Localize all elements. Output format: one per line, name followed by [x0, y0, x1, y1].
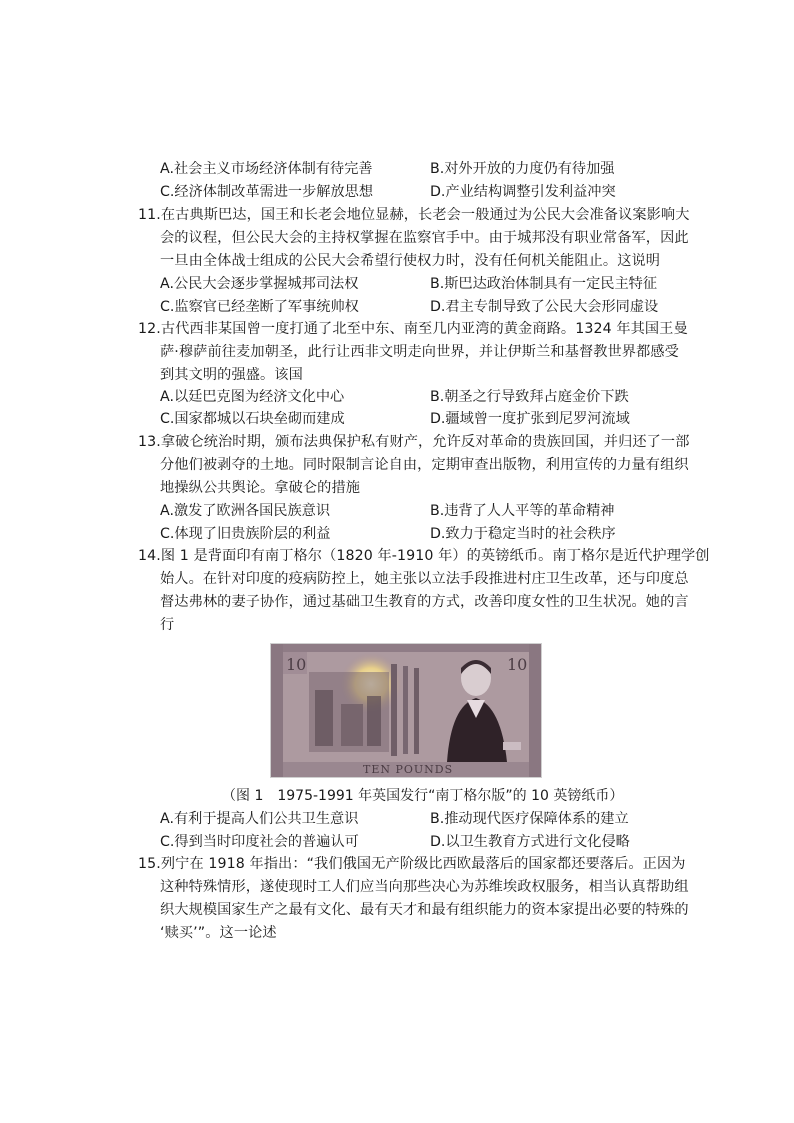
- q15-stem-line-2: 这种特殊情形，遂使现时工人们应当向那些决心为苏维埃政权服务，相当认真帮助组: [160, 879, 689, 895]
- q12-option-b: B.朝圣之行导致拜占庭金价下跌: [430, 389, 629, 405]
- q14-option-b: B.推动现代医疗保障体系的建立: [430, 811, 629, 827]
- q11-stem-line-1: 11.在古典斯巴达，国王和长老会地位显赫，长老会一般通过为公民大会准备议案影响大: [138, 207, 690, 223]
- q10-option-b: B.对外开放的力度仍有待加强: [430, 161, 615, 177]
- q14-stem-line-3: 督达弗林的妻子协作，通过基础卫生教育的方式，改善印度女性的卫生状况。她的言: [160, 594, 689, 610]
- q15-stem-line-3: 织大规模国家生产之最有文化、最有天才和最有组织能力的资本家提出必要的特殊的: [160, 902, 689, 918]
- q12-stem-line-1: 12.古代西非某国曾一度打通了北至中东、南至几内亚湾的黄金商路。1324 年其国王曼: [138, 321, 688, 337]
- banknote-image: [270, 643, 542, 778]
- q13-stem-line-2: 分他们被剥夺的土地。同时限制言论自由，定期审查出版物，利用宣传的力量有组织: [160, 457, 689, 473]
- q13-option-c: C.体现了旧贵族阶层的利益: [160, 526, 331, 542]
- banknote-denomination-left: 10: [286, 655, 307, 674]
- q10-option-c: C.经济体制改革需进一步解放思想: [160, 184, 374, 200]
- q12-option-d: D.疆域曾一度扩张到尼罗河流域: [430, 411, 630, 427]
- q11-stem-line-3: 一旦由全体战士组成的公民大会希望行使权力时，没有任何机关能阻止。这说明: [160, 253, 661, 269]
- q14-stem-line-2: 始人。在针对印度的疫病防控上，她主张以立法手段推进村庄卫生改革，还与印度总: [160, 571, 689, 587]
- q14-option-a: A.有利于提高人们公共卫生意识: [160, 811, 359, 827]
- q10-option-a: A.社会主义市场经济体制有待完善: [160, 161, 373, 177]
- q15-stem-line-1: 15.列宁在 1918 年指出：“我们俄国无产阶级比西欧最落后的国家都还要落后。正因为: [138, 856, 686, 872]
- q11-option-d: D.君主专制导致了公民大会形同虚设: [430, 299, 659, 315]
- q10-option-d: D.产业结构调整引发利益冲突: [430, 184, 616, 200]
- figure-caption: （图 1 1975-1991 年英国发行“南丁格尔版”的 10 英镑纸币）: [222, 788, 624, 804]
- banknote-denomination-right: 10: [507, 655, 528, 674]
- q14-stem-line-4: 行: [160, 617, 175, 633]
- q11-option-c: C.监察官已经垄断了军事统帅权: [160, 299, 359, 315]
- q14-stem-line-1: 14.图 1 是背面印有南丁格尔（1820 年-1910 年）的英镑纸币。南丁格尔是近代护理学创: [138, 548, 710, 564]
- q13-option-a: A.激发了欧洲各国民族意识: [160, 503, 331, 519]
- q13-stem-line-1: 13.拿破仑统治时期，颁布法典保护私有财产，允许反对革命的贵族回国，并归还了一部: [138, 434, 690, 450]
- banknote-ten-pounds: TEN POUNDS: [363, 763, 454, 776]
- q11-option-b: B.斯巴达政治体制具有一定民主特征: [430, 276, 658, 292]
- q11-stem-line-2: 会的议程，但公民大会的主持权掌握在监察官手中。由于城邦没有职业常备军，因此: [160, 230, 689, 246]
- q12-stem-line-2: 萨·穆萨前往麦加朝圣，此行让西非文明走向世界，并让伊斯兰和基督教世界都感受: [160, 344, 679, 360]
- q12-stem-line-3: 到其文明的强盛。该国: [160, 367, 303, 383]
- q14-option-d: D.以卫生教育方式进行文化侵略: [430, 834, 630, 850]
- q13-stem-line-3: 地操纵公共舆论。拿破仑的措施: [160, 480, 361, 496]
- q13-option-d: D.致力于稳定当时的社会秩序: [430, 526, 616, 542]
- q15-stem-line-4: ‘赎买’”。这一论述: [160, 925, 277, 941]
- banknote-illustration: [271, 644, 541, 777]
- q14-option-c: C.得到当时印度社会的普遍认可: [160, 834, 359, 850]
- q12-option-c: C.国家都城以石块垒砌而建成: [160, 411, 345, 427]
- q12-option-a: A.以廷巴克图为经济文化中心: [160, 389, 345, 405]
- q11-option-a: A.公民大会逐步掌握城邦司法权: [160, 276, 359, 292]
- q13-option-b: B.违背了人人平等的革命精神: [430, 503, 615, 519]
